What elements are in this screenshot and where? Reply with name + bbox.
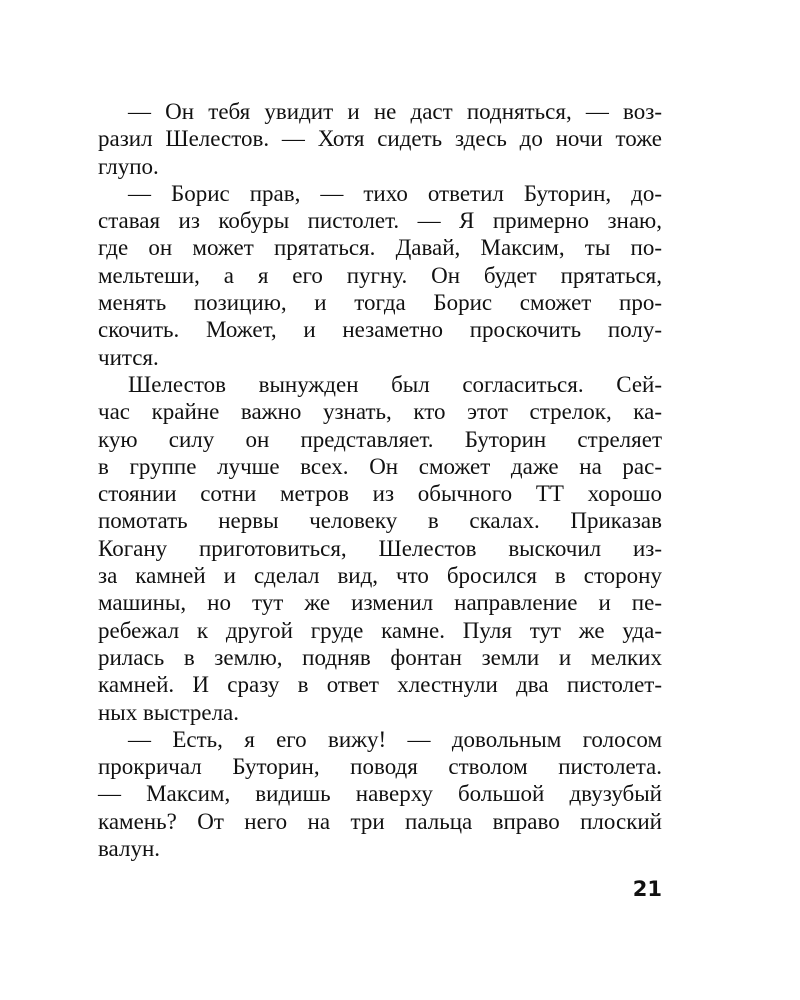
- text-line: валун.: [98, 836, 161, 862]
- paragraph: [98, 371, 662, 726]
- text-line: машины, но тут же изменил направление и пе-: [98, 590, 662, 616]
- text-line: помотать нервы человеку в скалах. Приказав: [98, 508, 662, 534]
- text-line: мельтеши, а я его пугну. Он будет прятаться,: [98, 262, 662, 288]
- text-line: Шелестов вынужден был согласиться. Сей-: [128, 371, 662, 397]
- paragraph: [98, 180, 662, 371]
- text-line: камень? От него на три пальца вправо плоский: [98, 808, 662, 834]
- text-line: чится.: [98, 344, 159, 370]
- text-line: — Есть, я его вижу! — довольным голосом: [128, 726, 662, 752]
- text-line: — Борис прав, — тихо ответил Буторин, до-: [128, 180, 662, 206]
- paragraph: [98, 726, 662, 862]
- text-line: стоянии сотни метров из обычного ТТ хорошо: [98, 481, 662, 507]
- page-number: 21: [632, 877, 662, 901]
- text-line: глупо.: [98, 153, 159, 179]
- text-line: за камней и сделал вид, что бросился в сторону: [98, 563, 662, 589]
- text-line: прокричал Буторин, поводя стволом пистолета.: [98, 754, 662, 780]
- text-line: в группе лучше всех. Он сможет даже на рас-: [98, 453, 662, 479]
- text-line: рилась в землю, подняв фонтан земли и мелких: [98, 644, 662, 670]
- text-line: камней. И сразу в ответ хлестнули два пистолет-: [98, 672, 662, 698]
- text-line: ставая из кобуры пистолет. — Я примерно знаю,: [98, 208, 662, 234]
- body-text: [98, 98, 662, 862]
- text-line: разил Шелестов. — Хотя сидеть здесь до ночи тоже: [98, 126, 662, 152]
- text-line: — Максим, видишь наверху большой двузубый: [98, 781, 662, 807]
- text-line: скочить. Может, и незаметно проскочить полу-: [98, 317, 662, 343]
- text-line: где он может прятаться. Давай, Максим, ты по-: [98, 235, 662, 261]
- text-line: ных выстрела.: [98, 699, 240, 725]
- text-line: Когану приготовиться, Шелестов выскочил из-: [98, 535, 662, 561]
- text-line: кую силу он представляет. Буторин стреляет: [98, 426, 662, 452]
- text-line: час крайне важно узнать, кто этот стрелок, ка-: [98, 399, 662, 425]
- text-line: менять позицию, и тогда Борис сможет про-: [98, 290, 662, 316]
- text-line: ребежал к другой груде камне. Пуля тут же уда-: [98, 617, 662, 643]
- text-line: — Он тебя увидит и не даст подняться, — воз-: [128, 99, 662, 124]
- paragraph: [98, 98, 662, 180]
